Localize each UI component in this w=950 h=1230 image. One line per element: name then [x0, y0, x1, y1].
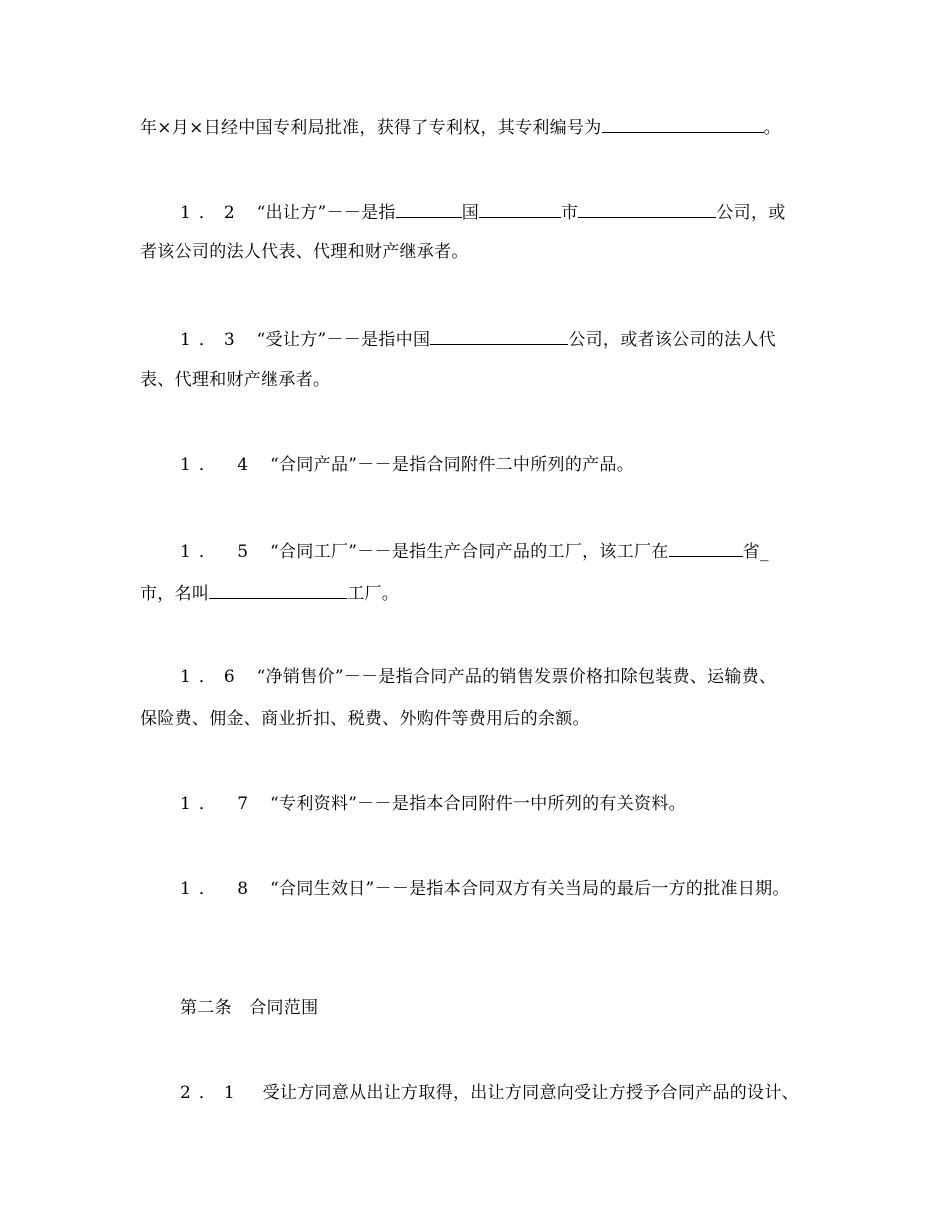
clause-text: 表、代理和财产继承者。 — [140, 370, 331, 390]
clause-text: 市，名叫 — [140, 584, 210, 604]
clause-number: 1． 5 — [180, 542, 257, 562]
article-2-heading — [180, 996, 318, 1020]
clause-1-4 — [180, 453, 634, 477]
province-blank — [669, 538, 743, 557]
clause-text: “合同生效日”－－是指本合同双方有关当局的最后一方的批准日期。 — [270, 879, 790, 899]
clause-number: 1．6 — [180, 667, 243, 687]
clause-text: “出让方”－－是指 — [256, 203, 396, 223]
clause-text: 者该公司的法人代表、代理和财产继承者。 — [140, 242, 469, 262]
clause-text-part: 公司，或 — [716, 203, 786, 223]
clause-1-2 — [180, 199, 786, 225]
clause-1-5 — [180, 538, 769, 564]
clause-number: 1．2 — [180, 203, 243, 223]
clause-text: “受让方”－－是指中国 — [256, 330, 431, 350]
company-blank — [430, 326, 568, 345]
clause-2-1 — [180, 1081, 799, 1105]
clause-1-6-continued — [140, 707, 590, 731]
clause-text: “净销售价”－－是指合同产品的销售发票价格扣除包装费、运输费、 — [256, 667, 777, 687]
clause-1-6 — [180, 665, 776, 689]
clause-text-part: 省_ — [742, 542, 769, 562]
clause-number: 1． 8 — [180, 879, 257, 899]
clause-text-part: 国 — [461, 203, 480, 223]
clause-1-2-continued — [140, 240, 469, 264]
article-title: 第二条 合同范围 — [180, 998, 319, 1018]
patent-number-line — [140, 114, 781, 140]
patent-number-blank — [602, 114, 764, 133]
clause-1-8 — [180, 877, 790, 901]
clause-number: 2．1 — [180, 1083, 243, 1103]
patent-number-text: 年×月×日经中国专利局批准，获得了专利权，其专利编号为 — [140, 118, 602, 138]
clause-number: 1．3 — [180, 330, 243, 350]
clause-text: “合同工厂”－－是指生产合同产品的工厂，该工厂在 — [270, 542, 669, 562]
clause-1-5-continued — [140, 580, 399, 606]
clause-text: 保险费、佣金、商业折扣、税费、外购件等费用后的余额。 — [140, 709, 590, 729]
clause-1-3-continued — [140, 368, 330, 392]
clause-text: “专利资料”－－是指本合同附件一中所列的有关资料。 — [270, 794, 686, 814]
clause-number: 1． 7 — [180, 794, 257, 814]
clause-1-7 — [180, 792, 686, 816]
clause-text: 受让方同意从出让方取得，出让方同意向受让方授予合同产品的设计、 — [262, 1083, 799, 1103]
clause-1-3 — [180, 326, 776, 352]
clause-text-part: 公司，或者该公司的法人代 — [568, 330, 776, 350]
clause-text-part: 工厂。 — [347, 584, 400, 604]
clause-number: 1． 4 — [180, 455, 257, 475]
country-blank — [396, 199, 462, 218]
clause-text: “合同产品”－－是指合同附件二中所列的产品。 — [270, 455, 635, 475]
city-blank — [479, 199, 561, 218]
factory-name-blank — [209, 580, 347, 599]
company-blank — [578, 199, 716, 218]
clause-text-part: 市 — [561, 203, 579, 223]
period: 。 — [763, 118, 781, 138]
